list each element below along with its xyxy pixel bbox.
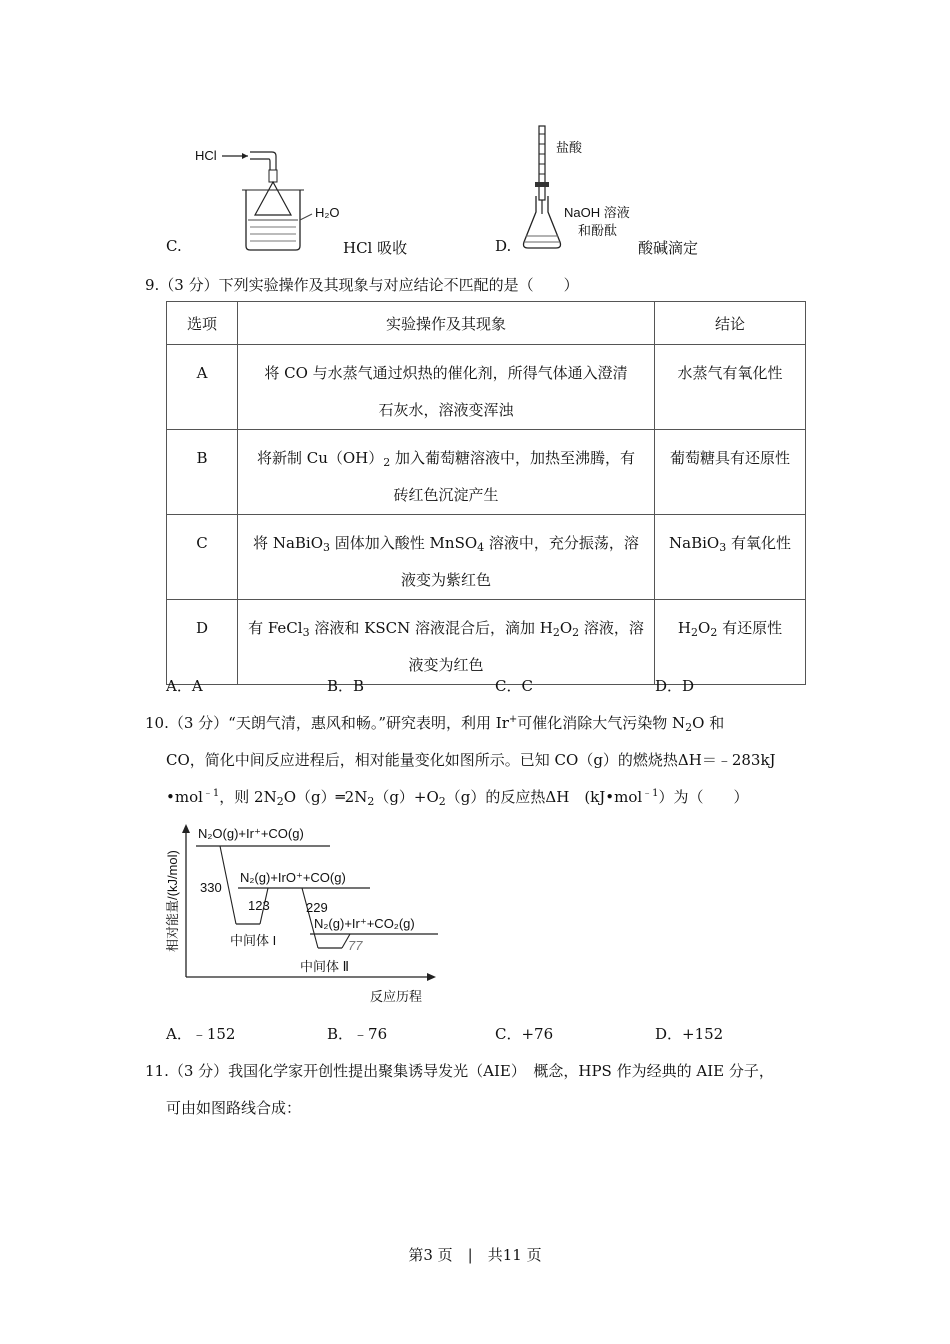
row-c-operation: 将 NaBiO$_3$ 固体加入酸性 MnSO$_4$ 溶液中，充分振荡，溶 液变为紫红色 [253, 534, 639, 589]
energy-level-2-label: N₂(g)+IrO⁺+CO(g) [240, 870, 346, 885]
h2o-label: H₂O [315, 205, 340, 220]
energy-ylabel: 相对能量/(kJ/mol) [165, 850, 180, 952]
header-conclusion: 结论 [655, 302, 806, 345]
header-operation: 实验操作及其现象 [238, 302, 655, 345]
value-77: 77 [348, 938, 363, 953]
intermediate-2-label: 中间体 Ⅱ [300, 959, 350, 974]
naoh-label: NaOH 溶液 [564, 205, 630, 220]
row-a-conclusion: 水蒸气有氧化性 [677, 364, 783, 382]
energy-level-1-label: N₂O(g)+Ir⁺+CO(g) [198, 826, 304, 841]
q10-line-3: •mol$^{﹣1}$，则 $2N_2O(g)═2N_2(g)+O_2(g)$的反应热ΔH (kJ•mol$^{﹣1}$）为（ ） [166, 788, 749, 808]
energy-diagram [160, 822, 450, 1007]
hcl-label: HCl [195, 148, 217, 163]
row-b-option: B [196, 449, 208, 467]
hcl-acid-label: 盐酸 [556, 140, 583, 155]
q9-table [166, 301, 806, 685]
x-axis-arrow [427, 973, 436, 981]
row-c-option: C [196, 534, 208, 552]
table-row [167, 515, 806, 600]
q9-option-d[interactable]: D．D [655, 677, 695, 695]
q9-option-a[interactable]: A．A [166, 677, 203, 695]
row-d-option: D [195, 619, 209, 637]
q11-line-1: 11.（3 分）我国化学家开创性提出聚集诱导发光（AIE） 概念，HPS 作为经典的 AIE 分子， [145, 1062, 774, 1080]
energy-xlabel: 反应历程 [370, 989, 423, 1004]
option-c-caption: HCl 吸收 [343, 239, 408, 257]
row-d-operation: 有 FeCl$_3$ 溶液和 KSCN 溶液混合后，滴加 $H_2O_2$ 溶液，溶 液变为红色 [248, 619, 644, 674]
q9-option-b[interactable]: B．B [327, 677, 365, 695]
row-a-option: A [196, 364, 208, 382]
option-d-caption: 酸碱滴定 [638, 239, 699, 257]
row-b-conclusion: 葡萄糖具有还原性 [669, 449, 790, 467]
row-c-conclusion: NaBiO$_3$ 有氧化性 [669, 534, 791, 554]
header-option: 选项 [167, 302, 238, 345]
value-123: 123 [248, 898, 270, 913]
ts1-left [220, 846, 236, 924]
value-229: 229 [306, 900, 328, 915]
option-c-label: C. [166, 237, 182, 255]
row-b-operation: 将新制 $Cu(OH)_2$ 加入葡萄糖溶液中，加热至沸腾，有 砖红色沉淀产生 [256, 449, 636, 504]
table-row [167, 345, 806, 430]
phenolphthalein-label: 和酚酞 [578, 223, 618, 238]
q10-option-d[interactable]: D．+152 [655, 1025, 724, 1043]
q10-option-c[interactable]: C．+76 [495, 1025, 554, 1043]
option-d-label: D. [495, 237, 512, 255]
energy-level-3-label: N₂(g)+Ir⁺+CO₂(g) [314, 916, 415, 931]
table-row [167, 600, 806, 685]
q10-option-b[interactable]: B．﹣76 [327, 1025, 388, 1043]
q9-stem: 9.（3 分）下列实验操作及其现象与对应结论不匹配的是（ ） [145, 276, 579, 294]
row-d-conclusion: $H_2O_2$ 有还原性 [677, 619, 783, 639]
table-header-row [167, 302, 806, 345]
table-row [167, 430, 806, 515]
row-a-operation: 将 CO 与水蒸气通过炽热的催化剂，所得气体通入澄清 石灰水，溶液变浑浊 [264, 364, 628, 419]
q9-option-c[interactable]: C．C [495, 677, 533, 695]
intermediate-1-label: 中间体 I [230, 933, 277, 948]
q11-line-2: 可由如图路线合成： [166, 1099, 302, 1117]
page-footer: 第3 页 | 共11 页 [408, 1246, 542, 1264]
q10-option-a[interactable]: A．﹣152 [166, 1025, 236, 1043]
q10-line-2: CO，简化中间反应进程后，相对能量变化如图所示。已知 CO（g）的燃烧热ΔH＝﹣283kJ [166, 751, 776, 769]
q10-line-1: 10.（3 分）“天朗气清，惠风和畅。”研究表明，利用 Ir+可催化消除大气污染物 $N_2O$ 和 [145, 714, 725, 734]
value-330: 330 [200, 880, 222, 895]
